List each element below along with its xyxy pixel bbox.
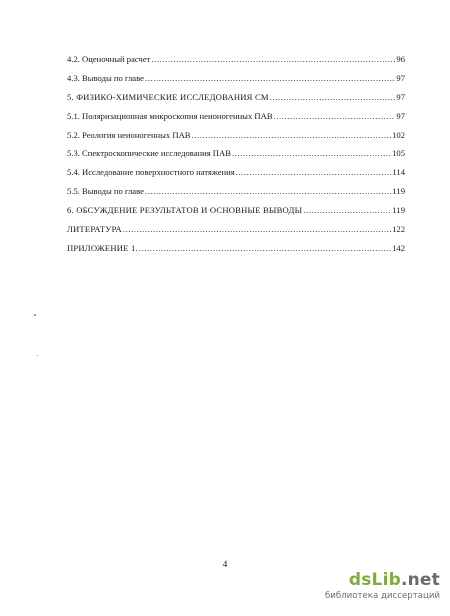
toc-dot-leader [145, 182, 391, 201]
toc-entry-title: 5.4. Исследование поверхностного натяжения [67, 167, 235, 178]
toc-entry-page: 102 [392, 129, 405, 140]
toc-entry-title: 4.3. Выводы по главе [67, 72, 144, 83]
toc-dot-leader [236, 163, 392, 182]
toc-entry [63, 239, 405, 258]
toc-entry [63, 220, 405, 239]
toc-entry-title: 5.3. Спектроскопические исследования ПАВ [67, 148, 231, 159]
toc-dot-leader [151, 50, 395, 69]
toc-dot-leader [192, 126, 392, 145]
toc-dot-leader [145, 69, 395, 88]
toc-entry-title: ПРИЛОЖЕНИЕ 1. [67, 242, 138, 253]
toc-dot-leader [270, 88, 396, 107]
toc-entry-title: 5.2. Реология неионогенных ПАВ [67, 129, 191, 140]
toc-entry-page: 119 [392, 205, 405, 216]
toc-entry-page: 96 [396, 54, 405, 64]
toc-dot-leader [274, 107, 396, 126]
toc-entry [63, 201, 405, 220]
watermark-logo-ds: ds [348, 570, 372, 590]
toc-entry [63, 107, 405, 126]
table-of-contents [63, 50, 405, 258]
toc-dot-leader [123, 220, 391, 239]
toc-entry-page: 122 [392, 224, 405, 235]
toc-entry-page: 142 [392, 242, 405, 253]
toc-entry [63, 144, 405, 163]
toc-entry-page: 119 [392, 186, 405, 197]
toc-entry [63, 182, 405, 201]
toc-entry-title: 5.1. Поляризационная микроскопия неионогенных ПАВ [67, 110, 273, 121]
toc-entry [63, 163, 405, 182]
toc-entry-title: ЛИТЕРАТУРА [67, 224, 122, 235]
toc-entry-title: 6. ОБСУЖДЕНИЕ РЕЗУЛЬТАТОВ И ОСНОВНЫЕ ВЫВОДЫ [67, 205, 303, 216]
toc-entry-page: 97 [396, 110, 405, 121]
toc-dot-leader [139, 239, 391, 258]
toc-entry-page: 114 [392, 167, 405, 178]
scan-speck [34, 314, 36, 316]
toc-entry-page: 97 [396, 72, 405, 83]
toc-dot-leader [303, 201, 391, 220]
toc-entry [63, 69, 405, 88]
toc-entry [63, 126, 405, 145]
toc-entry [63, 50, 405, 69]
toc-entry-title: 5.5. Выводы по главе [67, 186, 144, 197]
watermark-logo-lib: Lib [371, 570, 401, 590]
toc-entry-title: 4.2. Оценочный расчет [67, 54, 151, 64]
toc-dot-leader [232, 144, 391, 163]
watermark-subtitle: библиотека диссертаций [324, 591, 440, 601]
page-number: 4 [222, 560, 228, 570]
toc-entry-page: 105 [392, 148, 405, 159]
toc-entry-page: 97 [396, 91, 405, 102]
toc-entry-title: 5. ФИЗИКО-ХИМИЧЕСКИЕ ИССЛЕДОВАНИЯ СМ [67, 91, 269, 102]
watermark [310, 570, 440, 602]
watermark-logo [310, 570, 440, 590]
scan-speck [37, 355, 38, 356]
toc-entry [63, 88, 405, 107]
watermark-logo-net: .net [400, 570, 440, 590]
